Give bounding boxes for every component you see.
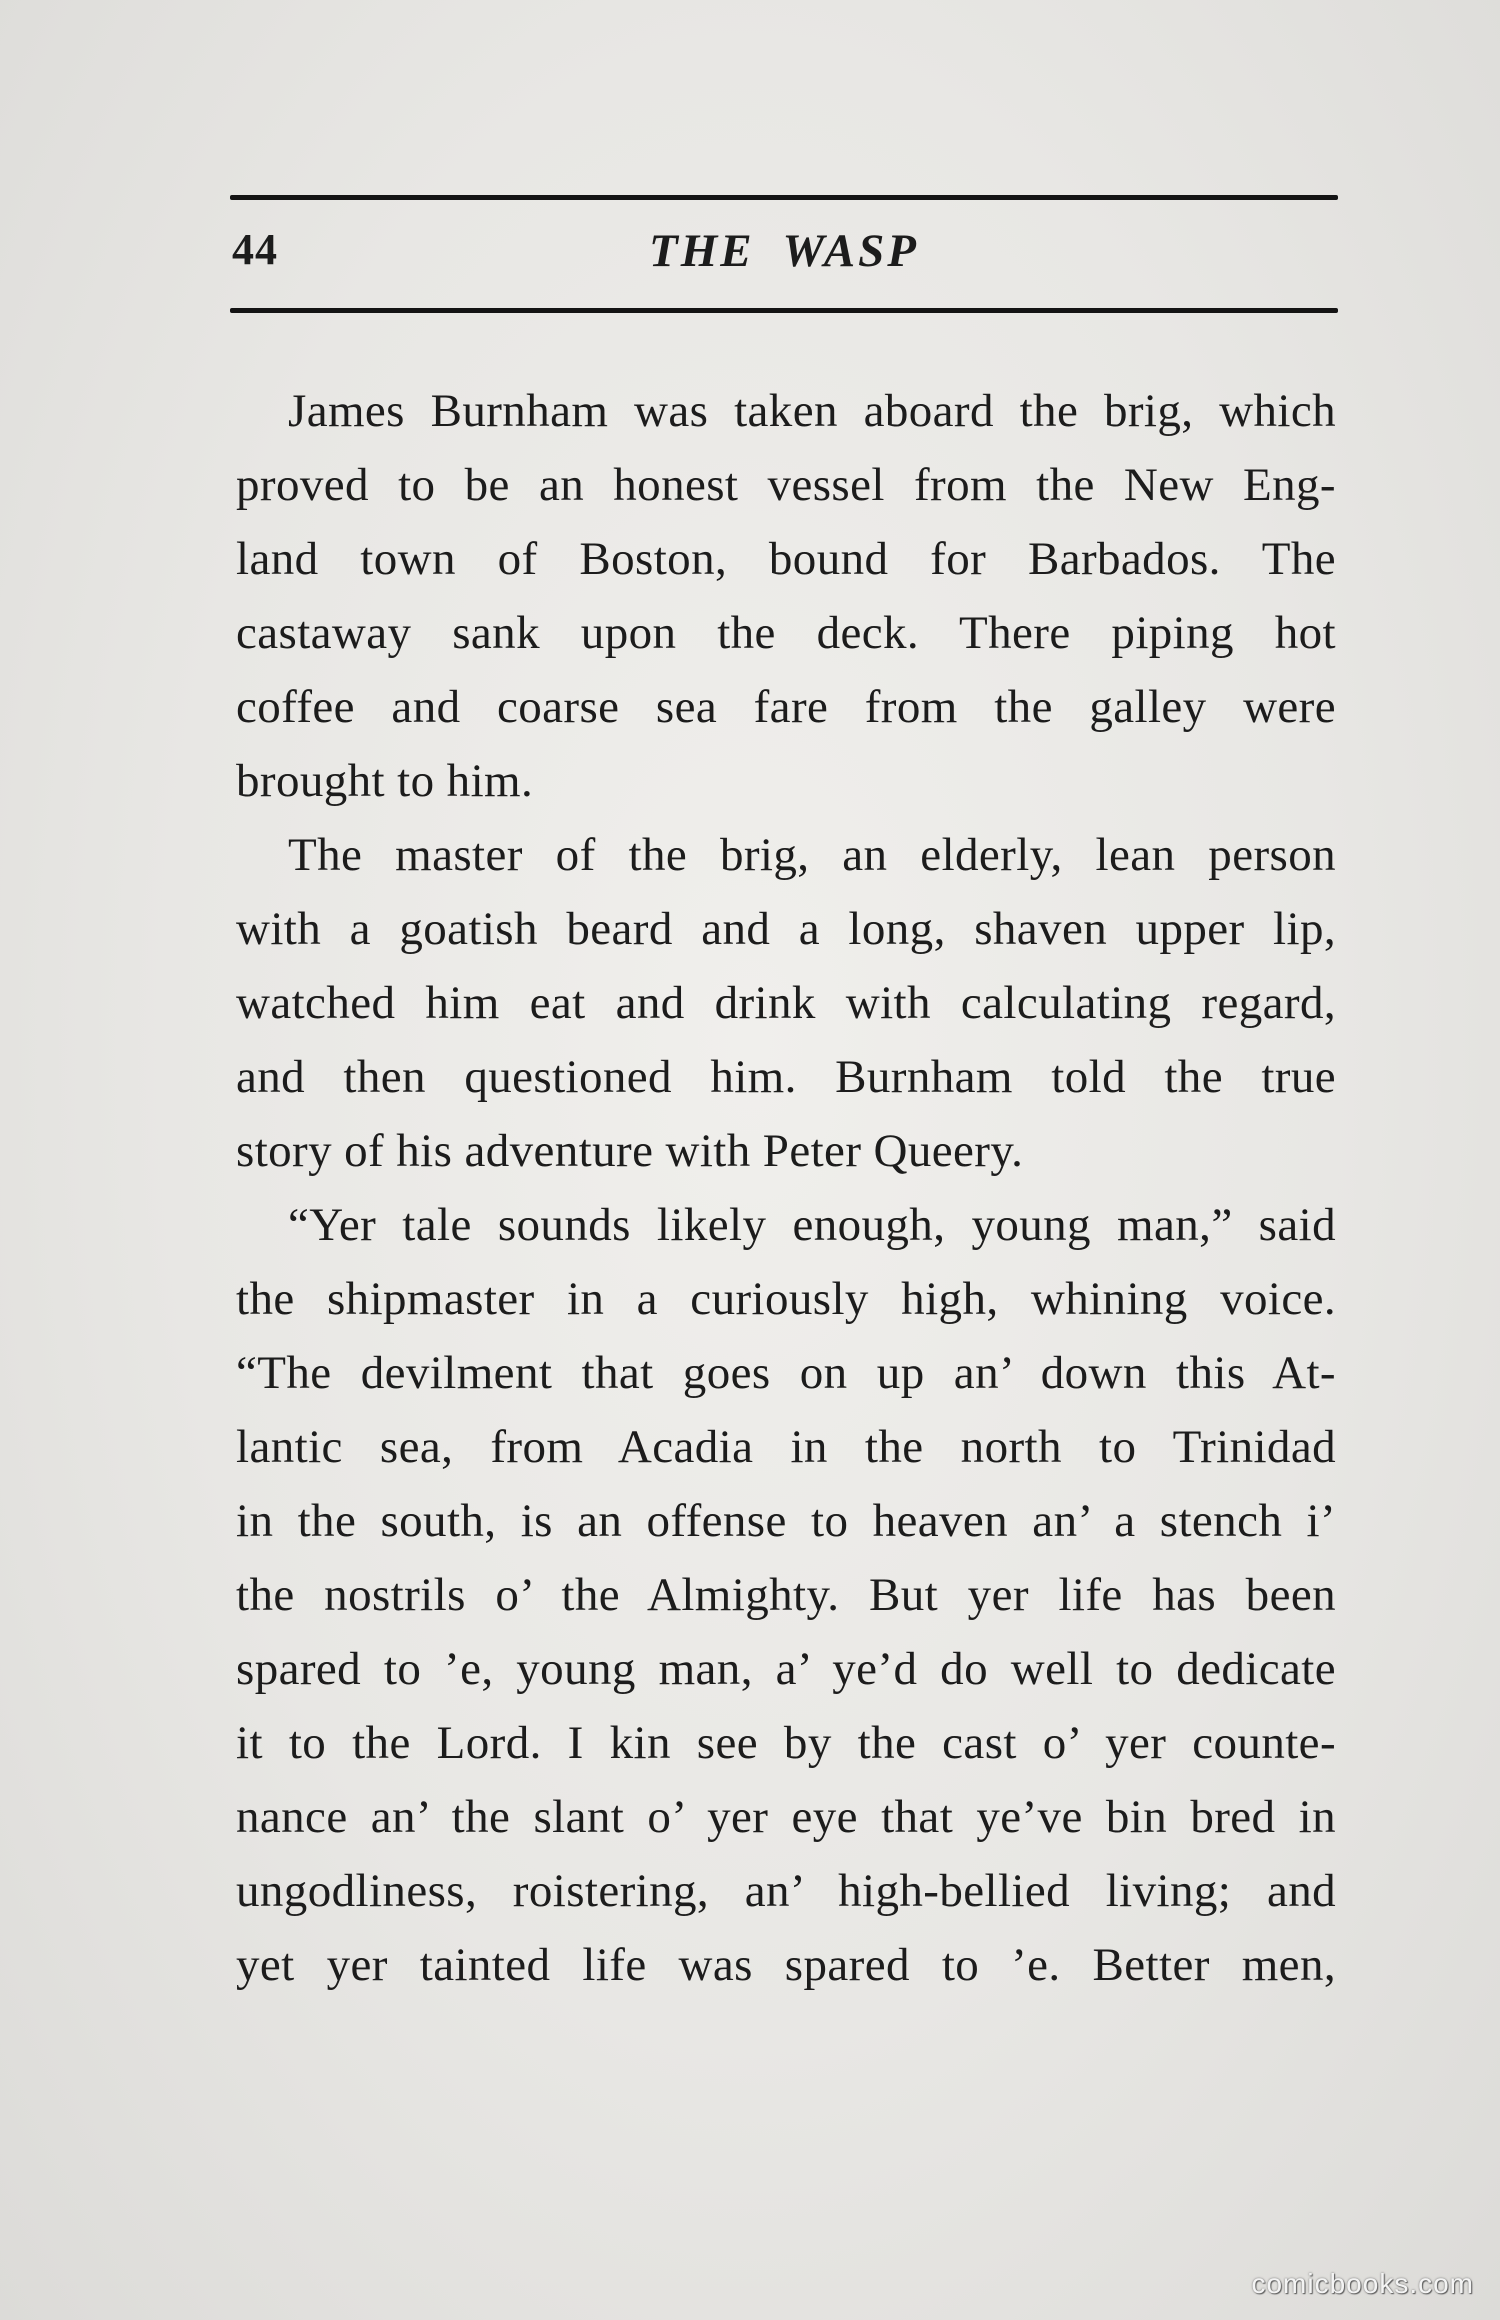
watermark: comicbooks.com [1251, 2268, 1474, 2299]
running-head [230, 216, 1338, 296]
body-text [236, 374, 1336, 2002]
text-line: coffee and coarse sea fare from the galley were [236, 681, 1336, 733]
text-line: brought to him. [236, 755, 534, 807]
text-line: watched him eat and drink with calculating regard, [236, 977, 1336, 1029]
text-line: nance an’ the slant o’ yer eye that ye’ve bin bred in [236, 1791, 1336, 1843]
text-line: “The devilment that goes on up an’ down this At- [236, 1347, 1336, 1399]
text-line: and then questioned him. Burnham told the true [236, 1051, 1336, 1103]
text-line: James Burnham was taken aboard the brig, which [288, 385, 1336, 437]
text-line: castaway sank upon the deck. There piping hot [236, 607, 1336, 659]
text-line: yet yer tainted life was spared to ’e. Better men, [236, 1939, 1336, 1991]
text-line: ungodliness, roistering, an’ high-bellied living; and [236, 1865, 1336, 1917]
text-line: with a goatish beard and a long, shaven upper lip, [236, 903, 1336, 955]
text-line: in the south, is an offense to heaven an’ a stench i’ [236, 1495, 1336, 1547]
text-line: proved to be an honest vessel from the New Eng- [236, 459, 1336, 511]
header-top-rule [230, 195, 1338, 200]
text-line: land town of Boston, bound for Barbados. The [236, 533, 1336, 585]
text-line: lantic sea, from Acadia in the north to Trinidad [236, 1421, 1336, 1473]
running-title: THE WASP [648, 225, 920, 277]
text-line: “Yer tale sounds likely enough, young man,” said [288, 1199, 1336, 1251]
text-line: the shipmaster in a curiously high, whining voice. [236, 1273, 1336, 1325]
text-line: story of his adventure with Peter Queery. [236, 1125, 1024, 1177]
header-bottom-rule [230, 308, 1338, 313]
text-line: spared to ’e, young man, a’ ye’d do well to dedicate [236, 1643, 1336, 1695]
page-number: 44 [232, 225, 278, 274]
text-line: The master of the brig, an elderly, lean person [288, 829, 1336, 881]
text-line: it to the Lord. I kin see by the cast o’ yer counte- [236, 1717, 1336, 1769]
text-line: the nostrils o’ the Almighty. But yer life has been [236, 1569, 1336, 1621]
